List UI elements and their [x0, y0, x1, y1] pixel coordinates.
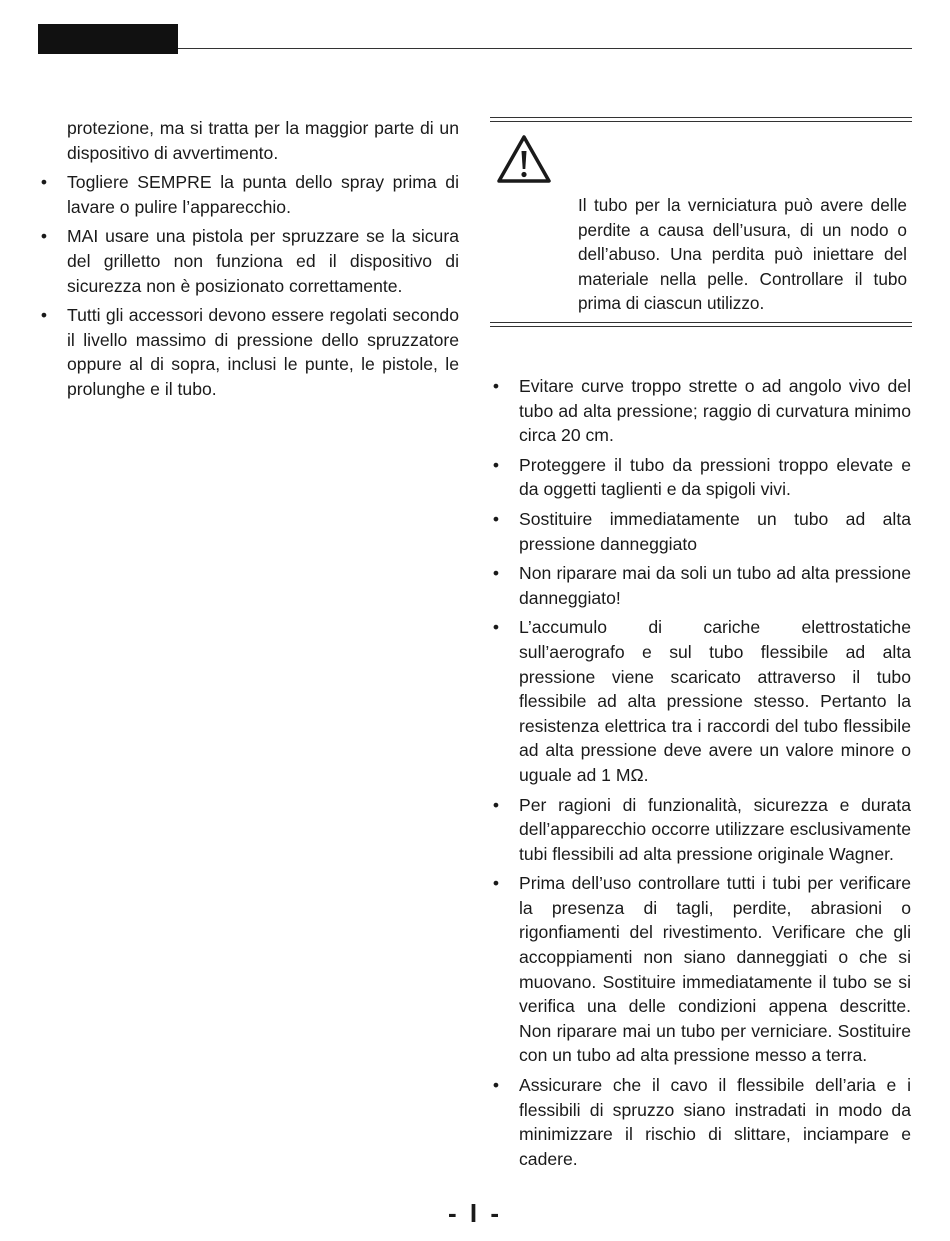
list-item-text: Proteggere il tubo da pressioni troppo elevate e da oggetti taglienti e da spigoli vivi. — [519, 454, 911, 500]
list-item-text: L’accumulo di cariche elettrostatiche sull’aerografo e sul tubo flessibile ad alta pressione viene scaricato attraverso il tubo flessibile ad alta pressione stesso. Pertanto la resistenza elettrica tra i raccordi del tubo flessibile ad alta pressione deve avere un valore minore o uguale ad 1 MΩ. — [519, 617, 911, 785]
list-item-text: MAI usare una pistola per spruzzare se la sicura del grilletto non funziona ed il dispositivo di sicurezza non è posizionato correttamente. — [67, 226, 459, 296]
left-column — [38, 116, 459, 407]
list-item — [38, 170, 459, 219]
left-bullet-list — [38, 170, 459, 401]
header-bar — [38, 24, 178, 54]
list-item — [490, 871, 911, 1068]
list-item — [38, 224, 459, 298]
list-item-text: Evitare curve troppo strette o ad angolo vivo del tubo ad alta pressione; raggio di curvatura minimo circa 20 cm. — [519, 376, 911, 446]
list-item-text: Assicurare che il cavo il flessibile dell’aria e i flessibili di spruzzo siano instradati in modo da minimizzare il rischio di slittare, inciampare e cadere. — [519, 1075, 911, 1169]
bullet-icon: • — [492, 617, 500, 638]
bullet-icon: • — [492, 508, 500, 529]
list-item — [490, 374, 911, 448]
warning-triangle-icon — [496, 133, 552, 185]
list-item-text: Sostituire immediatamente un tubo ad alta pressione danneggiato — [519, 508, 911, 554]
page-number: - I - — [448, 1198, 502, 1228]
list-item-text: Per ragioni di funzionalità, sicurezza e durata dell’apparecchio occorre utilizzare esclusivamente tubi flessibili ad alta pressione originale Wagner. — [519, 794, 911, 864]
list-item — [490, 615, 911, 787]
bullet-icon: • — [492, 1075, 500, 1096]
list-item — [490, 1073, 911, 1171]
list-item — [490, 561, 911, 610]
bullet-icon: • — [492, 376, 500, 396]
list-item-text: Prima dell’uso controllare tutti i tubi per verificare la presenza di tagli, perdite, abrasioni o rigonfiamenti del rivestimento. Verificare che gli accoppiamenti non siano danneggiati o che si muovano. Sostituire immediatamente il tubo se si verifica una delle condizioni appena descritte. Non riparare mai un tubo per verniciare. Sostituire con un tubo ad alta pressione messo a terra. — [519, 873, 911, 1066]
bullet-icon: • — [492, 454, 500, 475]
list-item — [490, 507, 911, 556]
bullet-icon: • — [40, 305, 48, 326]
list-item-text: Tutti gli accessori devono essere regolati secondo il livello massimo di pressione dello spruzzatore oppure al di sopra, inclusi le punte, le pistole, le prolunghe e il tubo. — [67, 305, 459, 399]
list-item-text: Non riparare mai da soli un tubo ad alta pressione danneggiato! — [519, 563, 911, 608]
warning-box — [490, 117, 912, 327]
header-rule — [178, 48, 912, 49]
list-item — [490, 793, 911, 867]
warning-bottom-rule — [490, 322, 912, 327]
right-bullet-list — [490, 374, 911, 1171]
bullet-icon: • — [492, 873, 500, 894]
right-column — [490, 374, 911, 1176]
warning-top-rule — [490, 117, 912, 122]
list-item — [490, 453, 911, 502]
bullet-icon: • — [40, 226, 48, 247]
bullet-icon: • — [492, 794, 500, 815]
list-item-text: Togliere SEMPRE la punta dello spray prima di lavare o pulire l’apparecchio. — [67, 172, 459, 217]
list-item — [38, 303, 459, 401]
continuation-paragraph: protezione, ma si tratta per la maggior parte di un dispositivo di avvertimento. — [67, 118, 459, 163]
bullet-icon: • — [492, 563, 500, 584]
warning-text: Il tubo per la verniciatura può avere delle perdite a causa dell’usura, di un nodo o dell’abuso. Una perdita può iniettare del materiale nella pelle. Controllare il tubo prima di ciascun utilizzo. — [578, 195, 907, 314]
bullet-icon: • — [40, 172, 48, 193]
